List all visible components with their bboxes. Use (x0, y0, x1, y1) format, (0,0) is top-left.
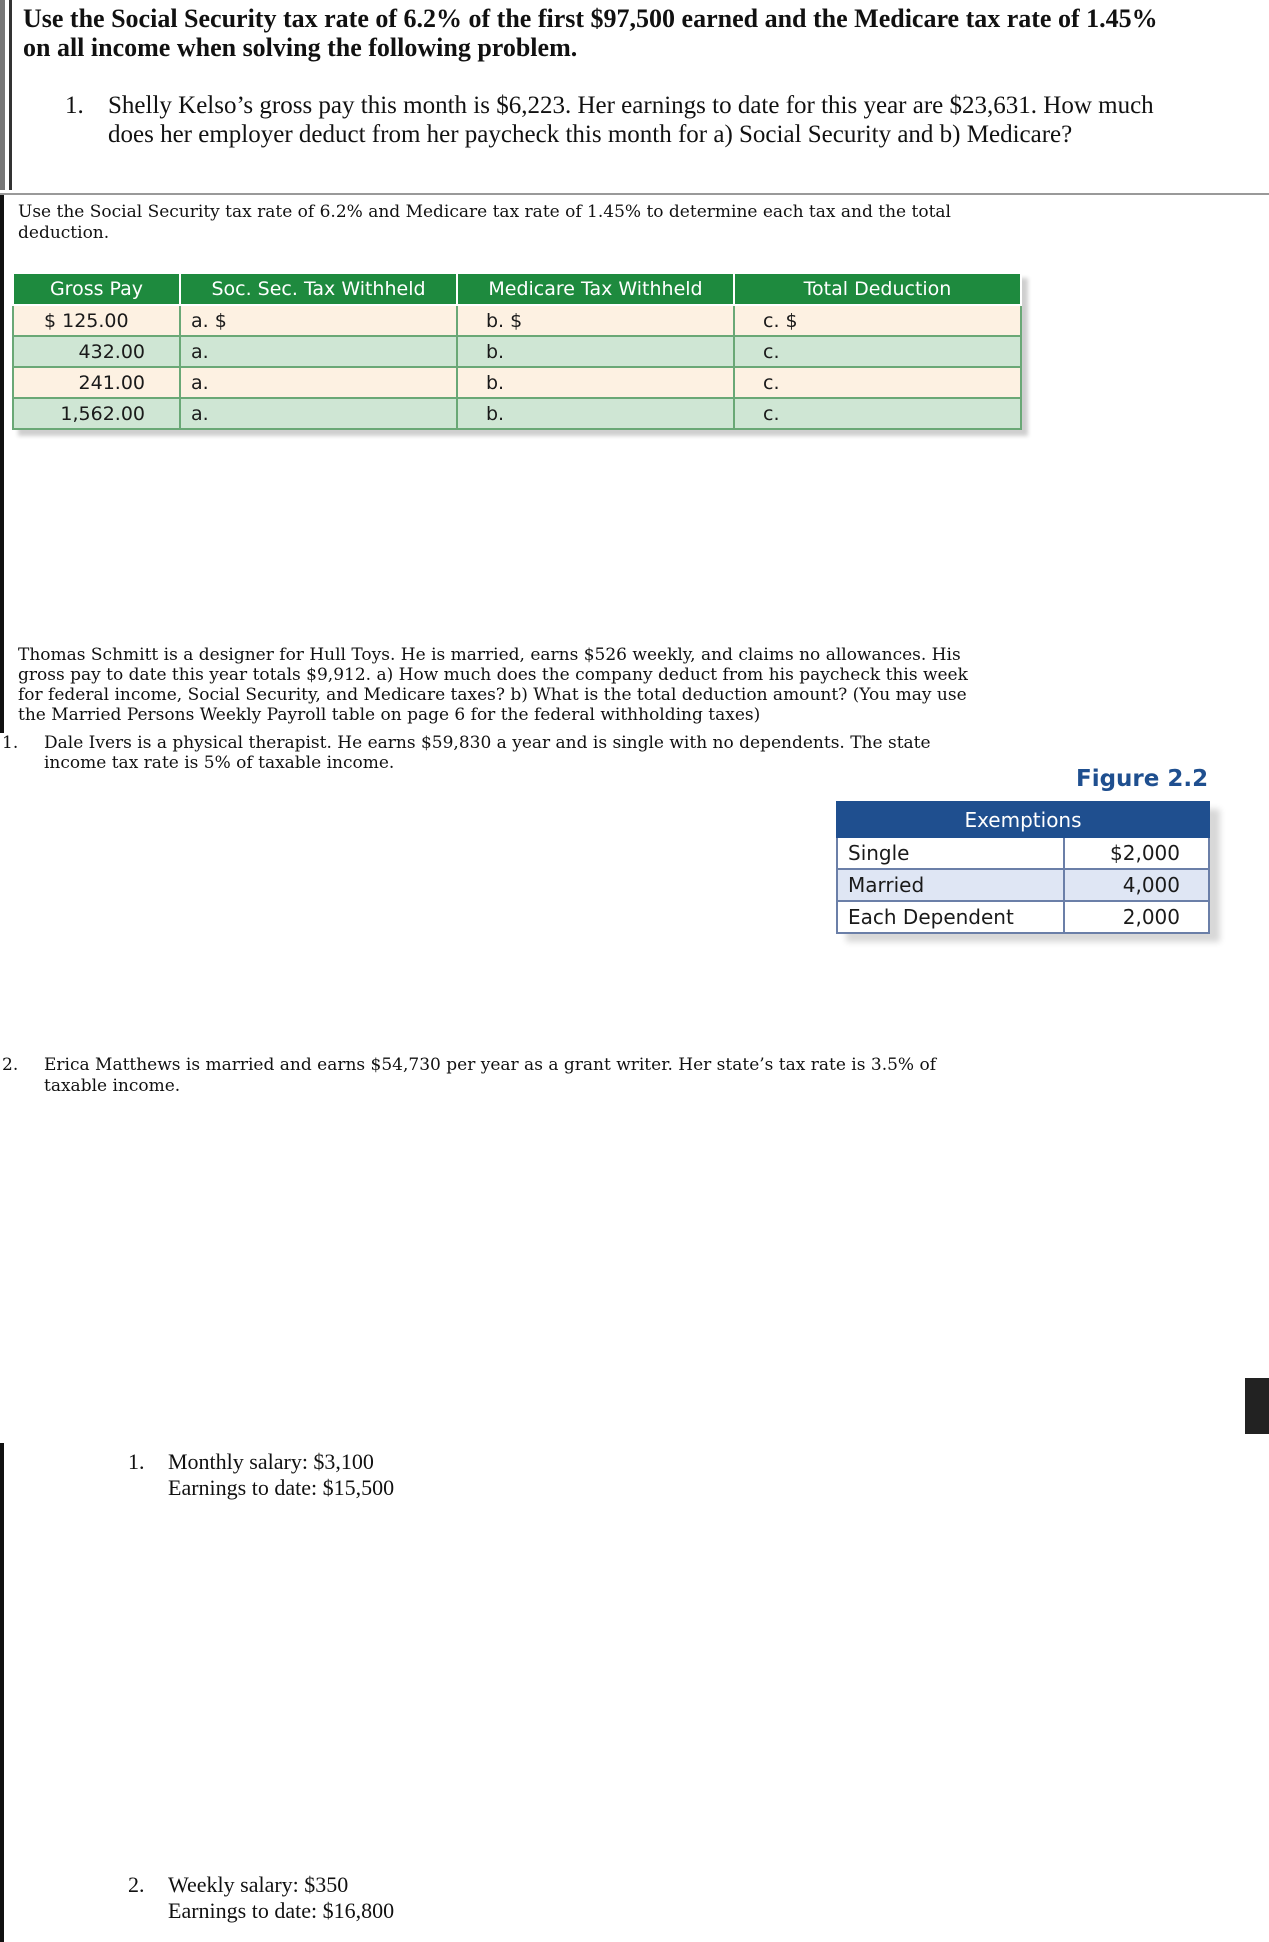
figure-label: Figure 2.2 (1076, 766, 1209, 792)
table-row (13, 367, 1021, 398)
medicare-cell[interactable]: b. $ (457, 305, 734, 336)
tax-deduction-table (12, 272, 1022, 430)
instruction-line-2: deduction. (18, 223, 110, 243)
problem-1-line-2: does her employer deduct from her paycheck this month for a) Social Security and b) Medicare? (108, 121, 1073, 148)
gross-pay-cell: 1,562.00 (13, 398, 180, 429)
erica-number: 2. (2, 1055, 19, 1075)
instruction-line-1: Use the Social Security tax rate of 6.2% and Medicare tax rate of 1.45% to determine each tax and the total (18, 202, 951, 222)
exemption-type: Each Dependent (837, 901, 1064, 933)
table-row (13, 305, 1021, 336)
total-cell[interactable]: c. (734, 336, 1021, 367)
salary-1-line-2: Earnings to date: $15,500 (168, 1475, 395, 1500)
exemption-amount: $2,000 (1064, 837, 1209, 869)
left-border-bar (9, 0, 12, 190)
salary-1-line-1: Monthly salary: $3,100 (168, 1449, 374, 1474)
total-cell[interactable]: c. (734, 367, 1021, 398)
dale-line-2: income tax rate is 5% of taxable income. (44, 753, 395, 773)
table-row (837, 901, 1209, 933)
medicare-cell[interactable]: b. (457, 367, 734, 398)
gross-pay-cell: $ 125.00 (13, 305, 180, 336)
salary-2-line-2: Earnings to date: $16,800 (168, 1898, 395, 1923)
salary-1-number: 1. (128, 1449, 145, 1474)
gross-pay-cell: 241.00 (13, 367, 180, 398)
soc-sec-cell[interactable]: a. $ (180, 305, 457, 336)
right-edge-marker (1245, 1378, 1269, 1434)
header-line-1: Use the Social Security tax rate of 6.2% of the first $97,500 earned and the Medicare tax rate of 1.45% (23, 4, 1158, 33)
exemption-type: Married (837, 869, 1064, 901)
thomas-line-4: the Married Persons Weekly Payroll table on page 6 for the federal withholding taxes) (18, 705, 761, 725)
exemptions-table (836, 801, 1210, 934)
salary-2-number: 2. (128, 1872, 145, 1897)
soc-sec-cell[interactable]: a. (180, 336, 457, 367)
exemption-amount: 2,000 (1064, 901, 1209, 933)
col-medicare: Medicare Tax Withheld (457, 273, 734, 305)
salary-2-line-1: Weekly salary: $350 (168, 1872, 349, 1897)
header-line-2: on all income when solving the following problem. (23, 33, 578, 62)
soc-sec-cell[interactable]: a. (180, 367, 457, 398)
medicare-cell[interactable]: b. (457, 398, 734, 429)
table-row (837, 837, 1209, 869)
table-row (837, 869, 1209, 901)
col-gross-pay: Gross Pay (13, 273, 180, 305)
erica-line-1: Erica Matthews is married and earns $54,730 per year as a grant writer. Her state’s tax rate is 3.5% of (44, 1055, 936, 1075)
left-border-bar (0, 1443, 4, 1942)
total-cell[interactable]: c. $ (734, 305, 1021, 336)
left-border-bar (0, 193, 4, 733)
problem-1-line-1: Shelly Kelso’s gross pay this month is $6,223. Her earnings to date for this year are $23,631. How much (108, 92, 1154, 119)
exemption-amount: 4,000 (1064, 869, 1209, 901)
exemption-type: Single (837, 837, 1064, 869)
thomas-line-2: gross pay to date this year totals $9,912. a) How much does the company deduct from his paycheck this week (18, 665, 968, 685)
total-cell[interactable]: c. (734, 398, 1021, 429)
col-soc-sec: Soc. Sec. Tax Withheld (180, 273, 457, 305)
soc-sec-cell[interactable]: a. (180, 398, 457, 429)
divider (0, 193, 1269, 195)
dale-number: 1. (2, 733, 19, 753)
gross-pay-cell: 432.00 (13, 336, 180, 367)
left-border-bar (0, 0, 5, 190)
table-row (13, 336, 1021, 367)
exemptions-title: Exemptions (837, 802, 1209, 837)
dale-line-1: Dale Ivers is a physical therapist. He earns $59,830 a year and is single with no dependents. The state (44, 733, 931, 753)
col-total-deduction: Total Deduction (734, 273, 1021, 305)
erica-line-2: taxable income. (44, 1076, 181, 1096)
thomas-line-1: Thomas Schmitt is a designer for Hull Toys. He is married, earns $526 weekly, and claims no allowances. His (18, 645, 961, 665)
table-row (13, 398, 1021, 429)
medicare-cell[interactable]: b. (457, 336, 734, 367)
problem-1-number: 1. (65, 92, 84, 119)
thomas-line-3: for federal income, Social Security, and Medicare taxes? b) What is the total deduction amount? (You may use (18, 685, 967, 705)
